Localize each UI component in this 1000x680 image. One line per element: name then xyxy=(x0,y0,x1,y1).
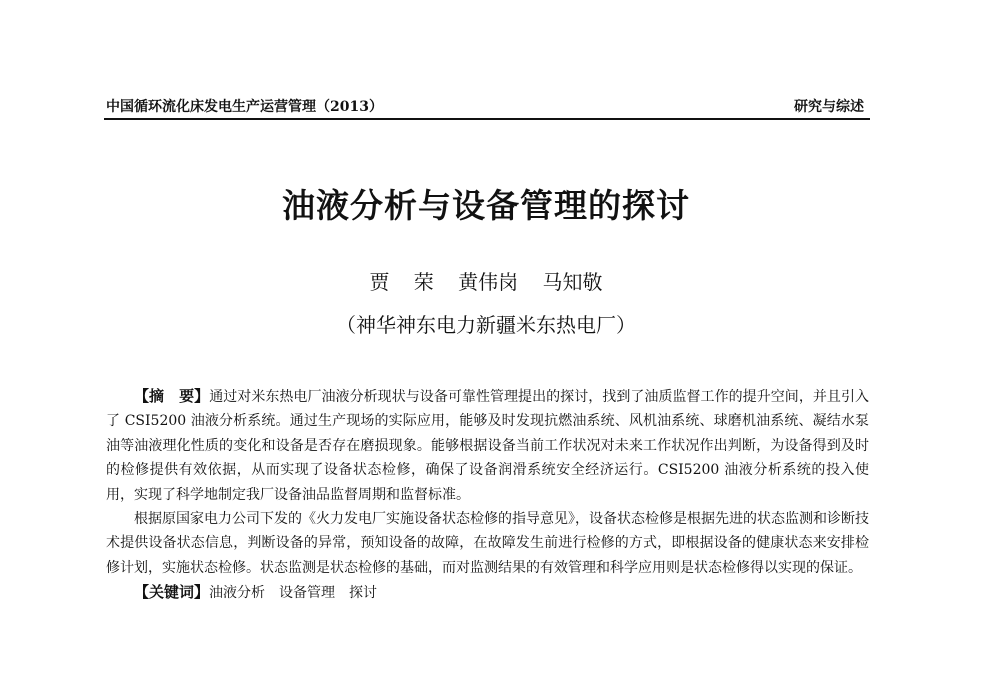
section-label: 研究与综述 xyxy=(794,99,864,115)
journal-header: 中国循环流化床发电生产运营管理（2013） xyxy=(106,99,383,115)
paper-body xyxy=(106,384,869,606)
keyword-item: 油液分析 xyxy=(209,585,266,602)
intro-paragraph: 根据原国家电力公司下发的《火力发电厂实施设备状态检修的指导意见》，设备状态检修是根据先进的状态监测和诊断技术提供设备状态信息，判断设备的异常，预知设备的故障，在故障发生前进行检修的方式，即根据设备的健康状态来安排检修计划，实施状态检修。状态监测是状态检修的基础，而对监测结果的有效管理和科学应用则是状态检修得以实现的保证。 xyxy=(106,511,869,576)
paper-title: 油液分析与设备管理的探讨 xyxy=(282,186,690,225)
paper-affiliation: （神华神东电力新疆米东热电厂） xyxy=(336,313,636,337)
header-divider xyxy=(104,118,870,120)
abstract-text: 通过对米东热电厂油液分析现状与设备可靠性管理提出的探讨，找到了油质监督工作的提升空间，并且引入了 CSI5200 油液分析系统。通过生产现场的实际应用，能够及时发现抗燃油系统、风机油系统、球磨机油系统、凝结水泵油等油液理化性质的变化和设备是否存在磨损现象。能够根据设备当前工作状况对未来工作状况作出判断，为设备得到及时的检修提供有效依据，从而实现了设备状态检修，确保了设备润滑系统安全经济运行。CSI5200 油液分析系统的投入使用，实现了科学地制定我厂设备油品监督周期和监督标准。 xyxy=(106,389,869,503)
paper-authors: 贾 荣 黄伟岗 马知敬 xyxy=(369,270,603,294)
abstract-paragraph xyxy=(106,384,869,507)
keywords-paragraph xyxy=(106,580,869,605)
keyword-item: 设备管理 xyxy=(279,585,336,602)
keyword-item: 探讨 xyxy=(349,585,378,602)
keywords-label: 【关键词】 xyxy=(134,583,210,602)
abstract-label: 【摘 要】 xyxy=(134,387,210,405)
